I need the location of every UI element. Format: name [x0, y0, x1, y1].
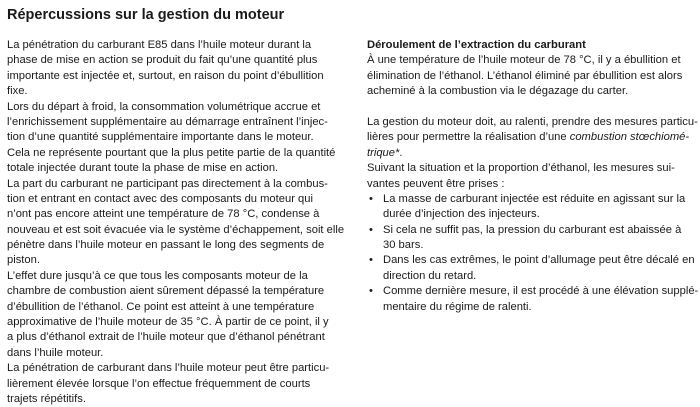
bullet-icon: •: [369, 192, 373, 205]
bullet-item: [367, 223, 700, 238]
body-line: acheminé à la combustion via le dégazage du carter.: [367, 85, 629, 98]
bullet-text: Comme dernière mesure, il est procédé à une élévation supplé-: [383, 285, 699, 298]
body-line: [367, 130, 700, 145]
bullet-icon: •: [369, 223, 373, 236]
italic-term: trique*: [367, 146, 400, 159]
body-line: dans l’huile moteur.: [7, 346, 104, 359]
body-line: trajets répétitifs.: [7, 392, 86, 405]
body-line: La pénétration du carburant E85 dans l’huile moteur durant la: [7, 39, 312, 51]
body-line: tion d’une quantité supplémentaire importante dans le moteur.: [7, 131, 314, 144]
body-line: Suivant la situation et la proportion d’éthanol, les mesures sui-: [367, 162, 675, 175]
bullet-icon: •: [369, 254, 373, 267]
left-column: [7, 38, 345, 407]
bullet-continuation: durée d’injection des injecteurs.: [383, 208, 540, 221]
body-line: piston.: [7, 254, 40, 267]
body-line: d’ébullition de l’éthanol. Ce point est atteint à une température: [7, 300, 315, 313]
bullet-continuation: mentaire du régime de ralenti.: [383, 300, 532, 313]
body-line: nouveau et est soit évacuée via le système d’échappement, soit elle: [7, 223, 345, 236]
bullet-item: [367, 284, 700, 299]
text-run: .: [399, 146, 403, 159]
bullet-continuation: 30 bars.: [383, 239, 424, 252]
body-line: La pénétration de carburant dans l’huile moteur peut être particu-: [7, 362, 330, 375]
body-line: élimination de l’éthanol. L’éthanol éliminé par ébullition est alors: [367, 69, 683, 82]
bullet-item: [367, 192, 700, 207]
bullet-item: [367, 253, 700, 268]
body-line: La part du carburant ne participant pas directement à la combus-: [7, 177, 328, 190]
paragraph-gap: [367, 100, 700, 115]
body-line: approximative de l’huile moteur de 35 °C. À partir de ce point, il y: [7, 316, 329, 329]
bullet-text: Dans les cas extrêmes, le point d’allumage peut être décalé en: [383, 254, 695, 267]
body-line: Cela ne représente pourtant que la plus petite partie de la quantité: [7, 146, 336, 159]
right-column: [367, 38, 700, 315]
body-line: À une température de l’huile moteur de 78 °C, il y a ébullition et: [367, 54, 681, 67]
body-line: La gestion du moteur doit, au ralenti, prendre des mesures particu-: [367, 115, 698, 128]
body-line: l’enrichissement supplémentaire au démarrage entraînent l’injec-: [7, 115, 328, 128]
body-line: a plus d’éthanol extrait de l’huile moteur que d’éthanol pénétrant: [7, 331, 325, 344]
bullet-text: Si cela ne suffit pas, la pression du carburant est abaissée à: [383, 223, 682, 236]
bullet-text: La masse de carburant injectée est réduite en agissant sur la: [383, 192, 686, 205]
body-line: [367, 146, 700, 161]
body-line: importante est injectée et, surtout, en raison du point d’ébullition: [7, 69, 324, 82]
body-line: Lors du départ à froid, la consommation volumétrique accrue et: [7, 100, 321, 113]
bullet-continuation: direction du retard.: [383, 269, 477, 282]
body-line: phase de mise en action se produit du fait qu’une quantité plus: [7, 54, 318, 67]
body-line: L’effet dure jusqu’à ce que tous les composants moteur de la: [7, 269, 308, 282]
text-run: lières pour permettre la réalisation d’une: [367, 131, 570, 144]
body-line: fixe.: [7, 85, 28, 98]
italic-term: combustion stœchiomé-: [569, 131, 690, 144]
body-line: pénètre dans l’huile moteur en passant le long des segments de: [7, 239, 325, 252]
body-line: tion et entrant en contact avec des composants du moteur qui: [7, 192, 313, 205]
section-title: Répercussions sur la gestion du moteur: [7, 7, 285, 23]
body-line: vantes peuvent être prises :: [367, 177, 505, 190]
body-line: lièrement élevée lorsque l’on effectue fréquemment de courts: [7, 377, 311, 390]
subheading: Déroulement de l’extraction du carburant: [367, 39, 586, 51]
body-line: n’ont pas encore atteint une température de 78 °C, condense à: [7, 208, 320, 221]
bullet-icon: •: [369, 285, 373, 298]
body-line: chambre de combustion aient sûrement dépassé la température: [7, 285, 325, 298]
body-line: totale injectée durant toute la phase de mise en action.: [7, 162, 279, 175]
